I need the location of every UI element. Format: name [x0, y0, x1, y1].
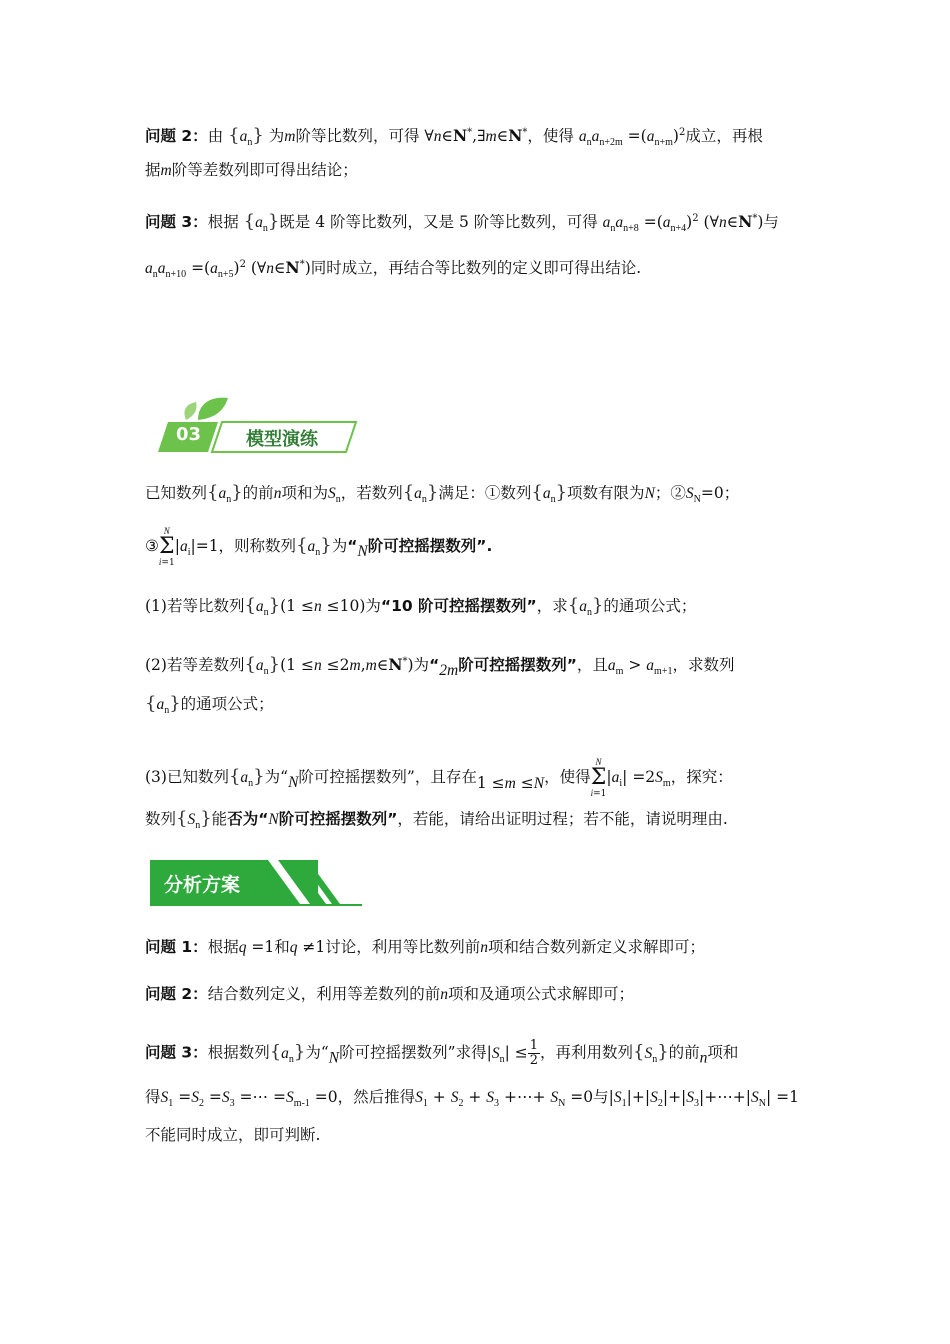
- text: 项和及通项公式求解即可；: [447, 985, 634, 1003]
- text: 讨论，利用等比数列前: [325, 938, 481, 956]
- text: ，再利用数列: [539, 1043, 633, 1062]
- text: (2)若等差数列: [145, 656, 245, 674]
- text: 阶可控摇摆数列”: [278, 810, 398, 828]
- text: 为: [413, 656, 430, 674]
- text: ，若能，请给出证明过程；若不能，请说明理由.: [397, 810, 728, 828]
- text: 据: [145, 161, 161, 179]
- problem-part2-line2: $\{a_n\}$的通项公式；: [145, 693, 274, 716]
- section-badge-analysis: [150, 860, 362, 906]
- text: 根据: [207, 213, 239, 231]
- problem-part3-line1: (3)已知数列$\{a_n\}$为“N阶可控摇摆数列”，且存在1 ≤m ≤N，使得N Σ $i=1|a_i| =2S_m$，探究：: [145, 757, 733, 799]
- text: 结合数列定义，利用等差数列的前: [207, 985, 441, 1003]
- problem-part2-line1: (2)若等差数列$\{a_n\}(1 \le n$ ≤2m,m∈N*)为“2m阶可控摇摆数列”，且$a_m > a_{m+1}$，求数列: [145, 654, 735, 679]
- text: ，使得: [544, 768, 591, 786]
- text: ，求: [536, 597, 568, 615]
- text: 为“: [305, 1043, 329, 1062]
- text: (3)已知数列: [145, 768, 229, 786]
- text: 项和结合数列新定义求解即可；: [488, 938, 706, 956]
- text: 数列: [145, 810, 177, 828]
- text: 阶等比数列，可得: [295, 127, 420, 145]
- sum-symbol: N Σ i=1: [590, 757, 607, 799]
- text: “: [429, 656, 440, 674]
- text: 为: [268, 127, 285, 145]
- text: 根据数列: [207, 1043, 270, 1062]
- analysis-q2-line2: 据m阶等差数列即可得出结论；: [145, 161, 358, 179]
- text: 否为“: [227, 810, 269, 828]
- q2-label: 问题 2：: [145, 127, 208, 145]
- text: 阶可控摇摆数列”，且存在: [298, 768, 477, 786]
- q3-label: 问题 3：: [145, 213, 208, 231]
- text: 满足：①数列: [438, 484, 532, 502]
- text: ，若数列: [340, 484, 403, 502]
- text: 为: [365, 597, 381, 615]
- a1-label: 问题 1：: [145, 938, 208, 956]
- analysis-3-line3: [145, 1124, 810, 1146]
- text: 项数有限为: [567, 484, 645, 502]
- text: (1)若等比数列: [145, 597, 245, 615]
- text: 阶可控摇摆数列”.: [367, 537, 493, 555]
- text: ，然后推得: [337, 1088, 416, 1106]
- analysis-3-line1: 问题 3：根据数列$\{a_n\}$为“N阶可控摇摆数列”求得$|S_n|$ ≤ $\frac{1}{2}$ ，再利用数列$\{S_n\}$的前n项和: [145, 1038, 739, 1068]
- text: 为: [331, 537, 348, 555]
- text: 的通项公式；: [180, 695, 274, 713]
- text: ；②: [654, 484, 686, 502]
- section-number: 03: [176, 424, 202, 445]
- fraction-one-half: $\frac{1}{2}$: [529, 1038, 538, 1068]
- text: 成立，再根: [685, 127, 763, 145]
- text: 与: [593, 1088, 609, 1106]
- text: 能: [211, 810, 228, 828]
- text: ，求数列: [672, 656, 735, 674]
- problem-line1: 已知数列$\{a_n\}$的前n项和为$S_n$，若数列$\{a_n\}$满足：①数列$\{a_n\}$项数有限为N；$②S_N=0$；: [145, 482, 740, 505]
- text: ，使得: [527, 127, 574, 145]
- section-title: 模型演练: [246, 429, 318, 450]
- section-title: 分析方案: [164, 874, 241, 896]
- problem-part1: (1)若等比数列$\{a_n\}(1 \le n \le 10)$为“10 阶可控摇摆数列”，求$\{a_n\}$的通项公式；: [145, 595, 697, 618]
- text: 项和: [707, 1043, 739, 1062]
- problem-part3-line2: 数列$\{S_n\}$能否为“N阶可控摇摆数列”，若能，请给出证明过程；若不能，请说明理由.: [145, 808, 728, 831]
- text: 已知数列: [145, 484, 208, 502]
- text: 由: [207, 127, 224, 145]
- text: 同时成立，再结合等比数列的定义即可得出结论.: [310, 259, 642, 277]
- text: 的前: [668, 1043, 700, 1062]
- analysis-2: 问题 2：结合数列定义，利用等差数列的前n项和及通项公式求解即可；: [145, 985, 634, 1003]
- analysis-3-line2: 得$S_1 =S_2 =S_3$ =⋯ $=S_{m-1} =0$，然后推得$S_1 + S_2 + S_3$ +⋯+ $S_N =0$与$|S_1|+|S_2|+|S_3|+\cdots+|S_N| =1$: [145, 1088, 799, 1109]
- text: 得: [145, 1088, 161, 1106]
- analysis-q3-line2: $a_na_{n+10} =(a_{n+5})^2$ (∀n∈N*)同时成立，再结合等比数列的定义即可得出结论.: [145, 258, 642, 280]
- text: ，且: [576, 656, 608, 674]
- analysis-q2-line1: 问题 2：由 $\{a_n\}$ 为m阶等比数列，可得 ∀n∈N*,∃m∈N*，使得 $a_na_{n+2m} =(a_{n+m})^2$成立，再根: [145, 125, 763, 148]
- text: ③: [145, 537, 159, 555]
- text: 项和为: [281, 484, 328, 502]
- text: 阶可控摇摆数列”: [458, 656, 577, 674]
- a3-label: 问题 3：: [145, 1043, 208, 1062]
- text: =0；: [700, 484, 740, 502]
- text: “: [347, 537, 358, 555]
- problem-line2: ③N Σ $i=1|a_i|=1$，则称数列$\{a_n\}$为“N阶可控摇摆数列”.: [145, 526, 493, 568]
- text: 为“: [264, 768, 289, 786]
- text: 的通项公式；: [603, 597, 697, 615]
- text: 既是 4 阶等比数列，又是 5 阶等比数列，可得: [279, 213, 598, 231]
- text: 的前: [242, 484, 274, 502]
- section-badge-model-practice: [158, 392, 363, 458]
- text: 不能同时成立，即可判断.: [145, 1126, 321, 1144]
- sum-symbol: N Σ i=1: [158, 526, 175, 568]
- analysis-q3-line1: 问题 3：根据 $\{a_n\}$既是 4 阶等比数列，又是 5 阶等比数列，可得 $a_na_{n+8} =(a_{n+4})^2$ (∀n∈N*)与: [145, 211, 779, 234]
- text: 和: [274, 938, 290, 956]
- a2-label: 问题 2：: [145, 985, 208, 1003]
- text: 根据: [207, 938, 239, 956]
- text: ，探究：: [670, 768, 733, 786]
- text: 阶等差数列即可得出结论；: [171, 161, 358, 179]
- text: 阶可控摇摆数列”求得: [339, 1043, 487, 1062]
- text: 与: [763, 213, 779, 231]
- text: =1，则称数列: [195, 537, 297, 555]
- text: “10 阶可控摇摆数列”: [380, 597, 537, 615]
- analysis-1: 问题 1：根据q =1和q ≠1讨论，利用等比数列前n项和结合数列新定义求解即可；: [145, 938, 706, 956]
